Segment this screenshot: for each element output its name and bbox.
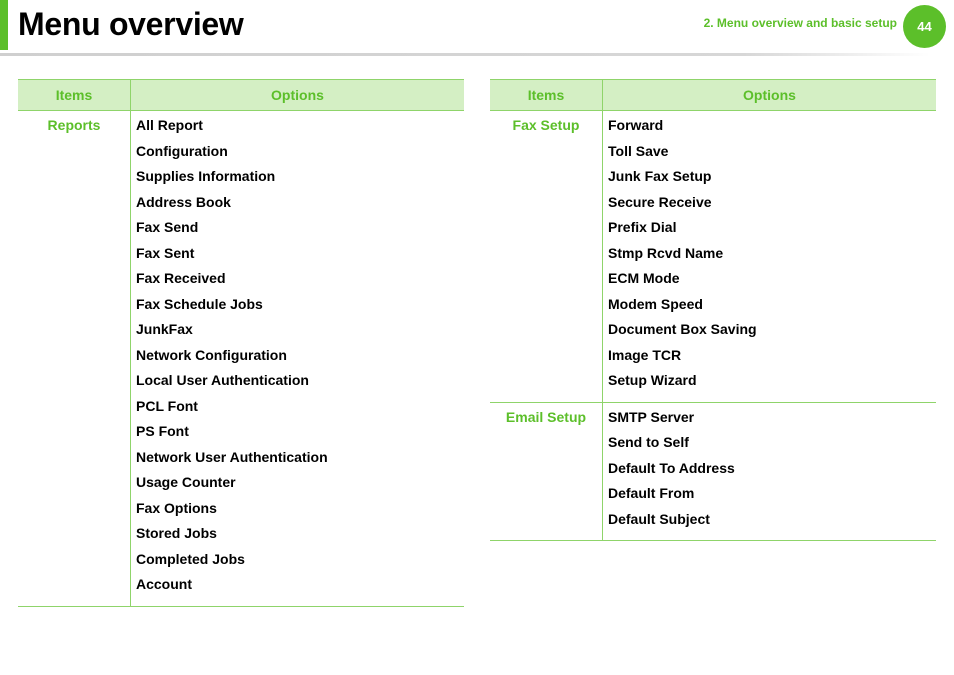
menu-options-list (603, 111, 937, 403)
menu-options-list (131, 111, 465, 607)
menu-option: PS Font (136, 423, 189, 439)
menu-option: Address Book (136, 193, 231, 210)
menu-option: Forward (608, 117, 664, 133)
menu-option: Configuration (136, 142, 228, 159)
menu-option: Local User Authentication (136, 372, 309, 388)
menu-option: Setup Wizard (608, 372, 697, 388)
menu-option: Document Box Saving (608, 321, 757, 337)
table-header-row (490, 80, 936, 111)
menu-option: Fax Options (136, 499, 217, 516)
menu-table-left-body (18, 111, 464, 607)
menu-option: Supplies Information (136, 168, 276, 184)
menu-option: Fax Sent (136, 244, 195, 261)
menu-table-right (490, 79, 936, 541)
table-row (490, 111, 936, 403)
menu-option: Network User Authentication (136, 448, 328, 465)
header-divider (0, 53, 930, 56)
menu-option: Fax Schedule Jobs (136, 295, 263, 312)
menu-option: Account (136, 576, 192, 592)
menu-option: PCL Font (136, 397, 198, 414)
menu-option: Modem Speed (608, 295, 703, 312)
table-row (490, 402, 936, 541)
column-header-items: Items (490, 80, 603, 111)
menu-option: Usage Counter (136, 474, 236, 490)
menu-option: ECM Mode (608, 270, 680, 286)
menu-option: Toll Save (608, 142, 669, 159)
menu-option: Stmp Rcvd Name (608, 244, 724, 261)
menu-option: All Report (136, 117, 203, 133)
table-row (18, 111, 464, 607)
section-reference[interactable]: 2. Menu overview and basic setup (703, 16, 897, 30)
menu-table-right-body (490, 111, 936, 541)
menu-option: Network Configuration (136, 346, 287, 363)
menu-option: Junk Fax Setup (608, 168, 712, 184)
header-accent-bar (0, 0, 8, 50)
menu-option: Fax Send (136, 219, 199, 235)
menu-option: Fax Received (136, 270, 226, 286)
menu-option: Default To Address (608, 459, 735, 476)
menu-option: SMTP Server (608, 408, 695, 425)
column-header-options: Options (131, 80, 465, 111)
page-title: Menu overview (18, 6, 244, 42)
menu-option: Completed Jobs (136, 550, 245, 567)
menu-option: Default Subject (608, 510, 710, 527)
menu-table-left (18, 79, 464, 607)
menu-option: JunkFax (136, 321, 193, 337)
menu-option: Stored Jobs (136, 525, 217, 541)
menu-item-name: Reports (18, 111, 131, 607)
menu-option: Secure Receive (608, 193, 712, 210)
menu-options-list (603, 402, 937, 541)
column-header-options: Options (603, 80, 937, 111)
page-number-badge: 44 (903, 5, 946, 48)
menu-item-name: Fax Setup (490, 111, 603, 403)
table-header-row (18, 80, 464, 111)
column-header-items: Items (18, 80, 131, 111)
menu-item-name: Email Setup (490, 402, 603, 541)
menu-option: Prefix Dial (608, 219, 677, 235)
menu-option: Send to Self (608, 434, 689, 450)
menu-option: Default From (608, 485, 695, 501)
menu-option: Image TCR (608, 346, 682, 363)
